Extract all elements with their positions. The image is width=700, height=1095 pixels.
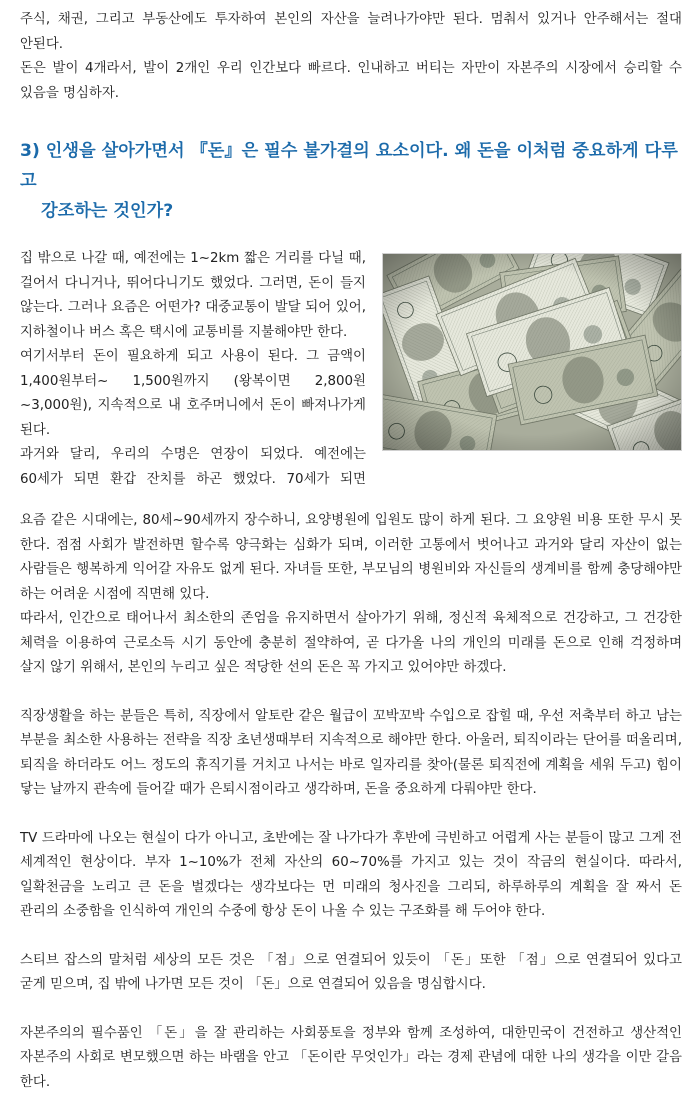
paragraph-reality: TV 드라마에 나오는 현실이 다가 아니고, 초반에는 잘 나가다가 후반에 극빈하고 어렵게 사는 분들이 많고 그게 전 세계적인 현상이다. 부자 1~10%가 전체 자산의 60~70%를 가지고 있는 것이 작금의 현실이다. 따라서, 일확천금을 노리고 큰 돈을 벌겠다는 생각보다는 먼 미래의 청사진을 그리되, 하루하루의 계획을 잘 짜서 돈 관리의 소중함을 인식하여 개인의 수중에 항상 돈이 나올 수 있는 구조화를 해 두어야 한다.: [20, 827, 682, 925]
section-heading: [20, 136, 682, 226]
paragraph-fare: 여기서부터 돈이 필요하게 되고 사용이 된다. 그 금액이 1,400원부터~ 1,500원까지 (왕복이면 2,800원~3,000원), 지속적으로 내 호주머니에서 돈이 빠져나가게 된다.: [20, 345, 366, 443]
paragraph-conclusion-health: 따라서, 인간으로 태어나서 최소한의 존엄을 유지하면서 살아가기 위해, 정신적 육체적으로 건강하고, 그 건강한 체력을 이용하여 근로소득 시기 동안에 충분히 절약하여, 곧 다가올 나의 개인의 미래를 돈으로 인해 걱정하며 살지 않기 위해서, 본인의 누리고 싶은 적당한 선의 돈은 꼭 가지고 있어야만 하겠다.: [20, 607, 682, 681]
image-text-section: [20, 247, 682, 485]
paragraph-closing: 자본주의의 필수품인 「돈」을 잘 관리하는 사회풍토을 정부와 함께 조성하여, 대한민국이 건전하고 생산적인 자본주의 사회로 변모했으면 하는 바램을 안고 「돈이란 무엇인가」라는 경제 관념에 대한 나의 생각을 이만 갈음 한다.: [20, 1022, 682, 1095]
intro-block: [20, 8, 682, 106]
paragraph-workers: 직장생활을 하는 분들은 특히, 직장에서 알토란 같은 월급이 꼬박꼬박 수입으로 잡힐 때, 우선 저축부터 하고 남는 부분을 최소한 사용하는 전략을 직장 초년생때부터 지속적으로 해야만 한다. 아울러, 퇴직이라는 단어를 떠올리며, 퇴직을 하더라도 어느 정도의 휴직기를 거치고 나서는 바로 일자리를 찾아(물론 퇴직전에 계획을 세워 두고) 힘이 닿는 날까지 관속에 들어갈 때가 은퇴시점이라고 생각하며, 돈을 중요하게 다뤄야만 한다.: [20, 705, 682, 803]
intro-line-2: 돈은 발이 4개라서, 발이 2개인 우리 인간보다 빠르다. 인내하고 버티는 자만이 자본주의 시장에서 승리할 수 있음을 명심하자.: [20, 57, 682, 106]
article-body: [20, 8, 682, 1095]
paragraph-dots: 스티브 잡스의 말처럼 세상의 모든 것은 「점」으로 연결되어 있듯이 「돈」또한 「점」으로 연결되어 있다고 굳게 믿으며, 집 밖에 나가면 모든 것이 「돈」으로 연결되어 있음을 명심합시다.: [20, 949, 682, 998]
section-heading-line-2: 강조하는 것인가?: [20, 196, 682, 226]
section-heading-line-1: 3) 인생을 살아가면서 『돈』은 필수 불가결의 요소이다. 왜 돈을 이처럼 중요하게 다루고: [20, 141, 678, 191]
intro-line-1: 주식, 채권, 그리고 부동산에도 투자하여 본인의 자산을 늘려나가야만 된다. 멈춰서 있거나 안주해서는 절대 안된다.: [20, 8, 682, 57]
money-photo: [382, 253, 682, 451]
paragraph-lifespan: 과거와 달리, 우리의 수명은 연장이 되었다. 예전에는 60세가 되면 환갑 잔치를 하곤 했었다. 70세가 되면: [20, 443, 366, 485]
paragraph-longevity: 요즘 같은 시대에는, 80세~90세까지 장수하니, 요양병원에 입원도 많이 하게 된다. 그 요양원 비용 또한 무시 못 한다. 점점 사회가 발전하면 할수록 양극화는 심화가 되며, 이러한 고통에서 벗어나고 과거와 달리 자산이 없는 사람들은 행복하게 익어갈 자유도 없게 된다. 자녀들 또한, 부모님의 병원비와 자신들의 생계비를 함께 충당해야만 하는 어려운 시점에 직면해 있다.: [20, 509, 682, 607]
side-text: [20, 247, 366, 485]
paragraph-transport: 집 밖으로 나갈 때, 예전에는 1~2km 짧은 거리를 다닐 때, 걸어서 다니거나, 뛰어다니기도 했었다. 그러면, 돈이 들지 않는다. 그러나 요즘은 어떤가? 대중교통이 발달 되어 있어, 지하철이나 버스 혹은 택시에 교통비를 지불해야만 한다.: [20, 247, 366, 345]
main-text: [20, 485, 682, 1095]
money-photo-illustration: [383, 254, 681, 450]
